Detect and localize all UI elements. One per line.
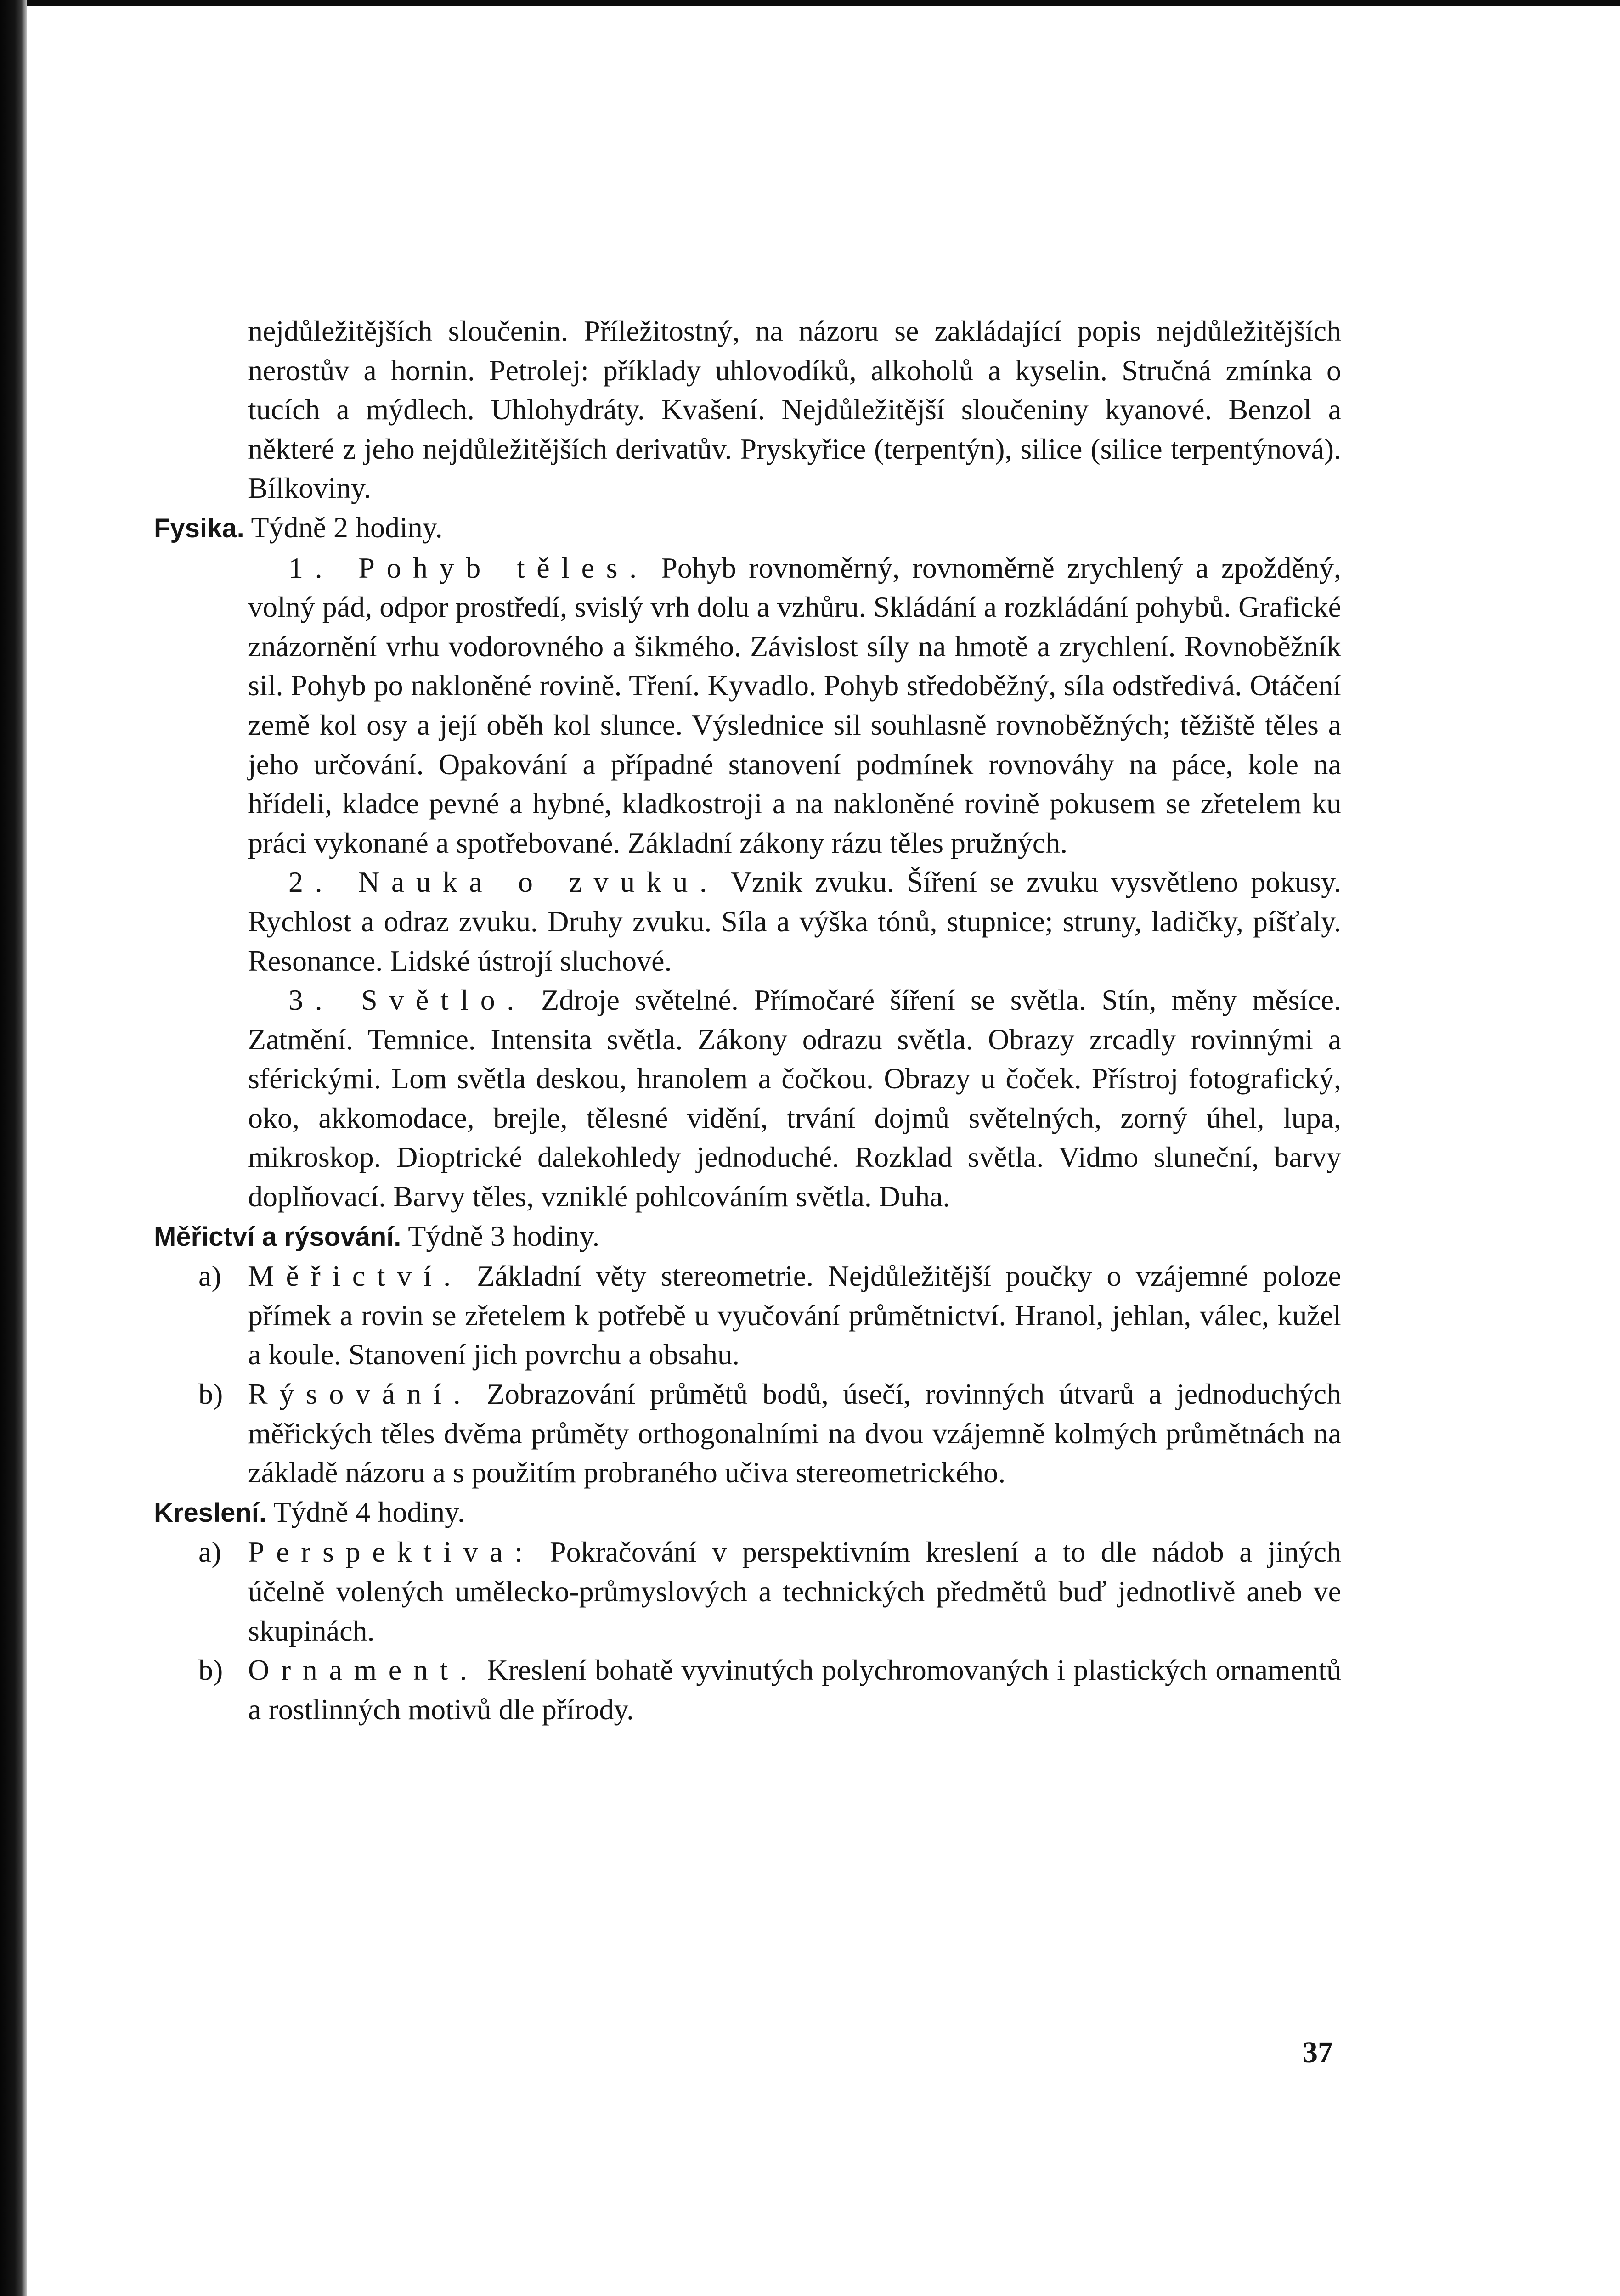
mericstvi-item-a-text: Základní věty stereometrie. Nejdůležitější poučky o vzájemné poloze přímek a rovin se zřetelem k potřebě u vyučování průmětnictví. Hranol, jehlan, válec, kužel a koule. Stanovení jich povrchu a obsahu. <box>248 1260 1342 1371</box>
kresleni-item-b-title: Ornament. <box>248 1654 479 1687</box>
mericstvi-item-a <box>198 1256 1342 1374</box>
kresleni-item-a-text: Pokračování v perspektivním kreslení a to dle nádob a jiných účelně volených umělecko-průmyslových a technických předmětů buď jednotlivě aneb ve skupinách. <box>248 1536 1342 1647</box>
kresleni-item-a-marker: a) <box>198 1536 221 1569</box>
fysika-section-3-text: Zdroje světelné. Přímočaré šíření se světla. Stín, měny měsíce. Zatmění. Temnice. Intensita světla. Zákony odrazu světla. Obrazy zrcadly rovinnými a sférickými. Lom světla deskou, hranolem a čočkou. Obrazy u čoček. Přístroj fotografický, oko, akkomodace, brejle, tělesné vidění, trvání dojmů světelných, zorný úhel, lupa, mikroskop. Dioptrické dalekohledy jednoduché. Rozklad světla. Vidmo sluneční, barvy doplňovací. Barvy těles, vzniklé pohlcováním světla. Duha. <box>248 984 1342 1213</box>
binding-edge <box>0 0 27 2296</box>
kresleni-item-b <box>198 1650 1342 1729</box>
mericstvi-item-a-marker: a) <box>198 1260 221 1293</box>
fysika-section-3-title: 3. Světlo. <box>288 984 526 1017</box>
fysika-section-3 <box>248 980 1341 1216</box>
mericstvi-heading <box>154 1216 1341 1257</box>
mericstvi-heading-label: Měřictví a rýsování. <box>154 1221 401 1252</box>
mericstvi-hours: Týdně 3 hodiny. <box>408 1219 600 1252</box>
kresleni-heading-label: Kreslení. <box>154 1497 266 1528</box>
fysika-hours: Týdně 2 hodiny. <box>251 511 443 544</box>
fysika-heading-label: Fysika. <box>154 513 244 543</box>
fysika-section-2-text: Vznik zvuku. Šíření se zvuku vysvětleno pokusy. Rychlost a odraz zvuku. Druhy zvuku. Síla a výška tónů, stupnice; struny, ladičky, píšťaly. Resonance. Lidské ústrojí sluchové. <box>248 866 1342 977</box>
kresleni-item-b-text: Kreslení bohatě vyvinutých polychromovaných i plastických ornamentů a rostlinných motivů dle přírody. <box>248 1654 1342 1726</box>
fysika-section-2 <box>248 862 1341 980</box>
page-text <box>154 311 1342 1729</box>
fysika-section-1 <box>248 548 1341 863</box>
fysika-section-2-title: 2. Nauka o zvuku. <box>288 866 719 899</box>
fysika-section-1-title: 1. Pohyb těles. <box>288 551 649 584</box>
mericstvi-item-b <box>198 1374 1342 1492</box>
kresleni-hours: Týdně 4 hodiny. <box>273 1495 465 1528</box>
kresleni-item-a <box>198 1532 1342 1650</box>
kresleni-item-b-marker: b) <box>198 1654 223 1687</box>
mericstvi-item-b-title: Rýsování. <box>248 1378 473 1411</box>
fysika-section-1-text: Pohyb rovnoměrný, rovnoměrně zrychlený a zpožděný, volný pád, odpor prostředí, svislý vrh dolu a vzhůru. Skládání a rozkládání pohybů. Grafické znázornění vrhu vodorovného a šikmého. Závislost síly na hmotě a zrychlení. Rovnoběžník sil. Pohyb po nakloněné rovině. Tření. Kyvadlo. Pohyb středoběžný, síla odstředivá. Otáčení země kol osy a její oběh kol slunce. Výslednice sil souhlasně rovnoběžných; těžiště těles a jeho určování. Opakování a případné stanovení podmínek rovnováhy na páce, kole na hřídeli, kladce pevné a hybné, kladkostroji a na nakloněné rovině pokusem se zřetelem ku práci vykonané a spotřebované. Základní zákony rázu těles pružných. <box>248 551 1342 859</box>
page-top-edge <box>0 0 1620 6</box>
kresleni-item-a-title: Perspektiva: <box>248 1536 535 1569</box>
chemistry-continuation: nejdůležitějších sloučenin. Příležitostný, na názoru se zakládající popis nejdůležitějších nerostův a hornin. Petrolej: příklady uhlovodíků, alkoholů a kyselin. Stručná zmínka o tucích a mýdlech. Uhlohydráty. Kvašení. Nejdůležitější sloučeniny kyanové. Benzol a některé z jeho nejdůležitějších derivatův. Pryskyřice (terpentýn), silice (silice terpentýnová). Bílkoviny. <box>248 315 1341 505</box>
mericstvi-item-b-text: Zobrazování průmětů bodů, úsečí, rovinných útvarů a jednoduchých měřických těles dvěma průměty orthogonalními na dvou vzájemně kolmých průmětnách na základě názoru a s použitím probraného učiva stereometrického. <box>248 1378 1342 1489</box>
page-number: 37 <box>1303 2036 1333 2069</box>
fysika-heading <box>154 508 1341 548</box>
mericstvi-item-b-marker: b) <box>198 1378 223 1411</box>
kresleni-heading <box>154 1492 1341 1533</box>
mericstvi-item-a-title: Měřictví. <box>248 1260 463 1293</box>
